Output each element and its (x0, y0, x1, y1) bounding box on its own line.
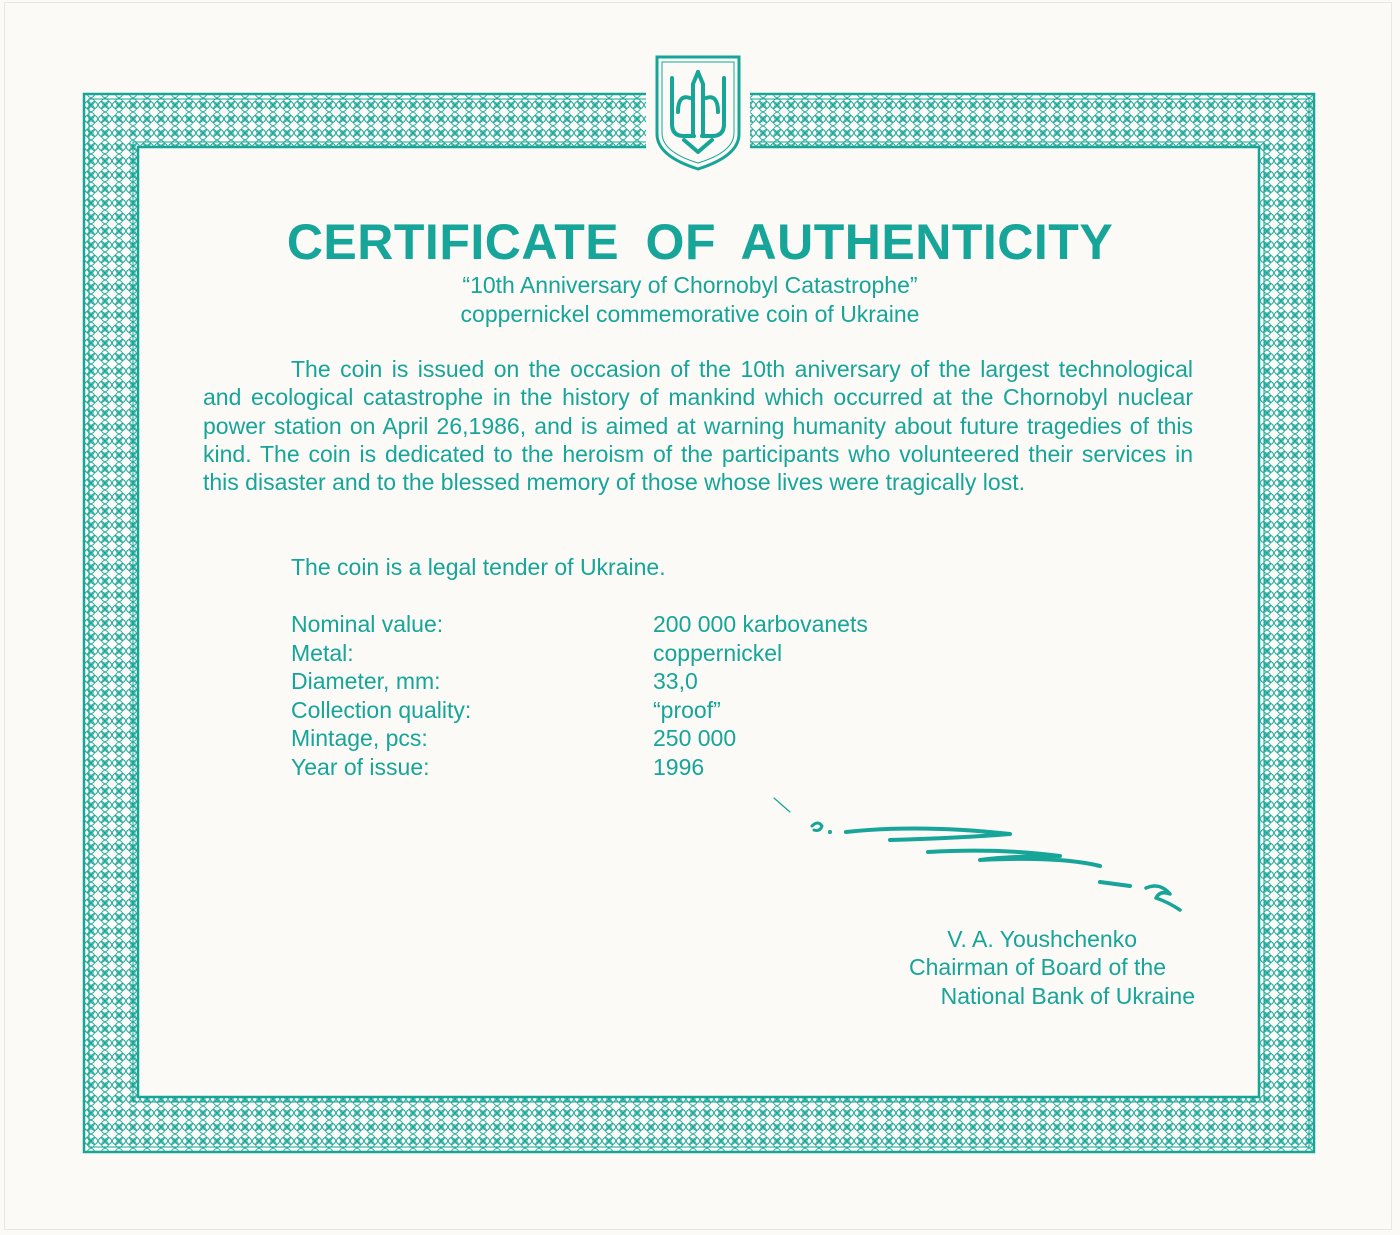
coin-specifications (291, 610, 991, 782)
legal-tender-statement: The coin is a legal tender of Ukraine. (291, 554, 666, 580)
spec-row-diameter (291, 667, 991, 696)
spec-value: 1996 (653, 753, 705, 780)
spec-row-metal (291, 639, 991, 668)
spec-label: Metal: (291, 639, 354, 666)
spec-label: Diameter, mm: (291, 668, 441, 695)
handwritten-signature (760, 790, 1200, 930)
spec-value: “proof” (653, 696, 721, 723)
spec-label: Year of issue: (291, 753, 430, 780)
signatory-title-line2: National Bank of Ukraine (940, 983, 1195, 1009)
signatory-title-line1: Chairman of Board of the (909, 954, 1166, 980)
description-paragraph: The coin is issued on the occasion of the 10th aniversary of the largest technological and ecological catastrophe in the history of mankind which occurred at the Chornobyl nuclear power station on April 26,1986, and is aimed at warning humanity about future tragedies of this kind. The coin is dedicated to the heroism of the participants who volunteered their services in this disaster and to the blessed memory of those whose lives were tragically lost. (203, 356, 1193, 496)
signatory-name: V. A. Youshchenko (947, 926, 1137, 952)
spec-row-nominal-value (291, 610, 991, 639)
subtitle-coin-type: coppernickel commemorative coin of Ukraine (460, 301, 920, 327)
spec-value: 33,0 (653, 668, 698, 695)
spec-row-collection-quality (291, 696, 991, 725)
certificate-title: CERTIFICATE OF AUTHENTICITY (286, 214, 1114, 270)
trident-coat-of-arms-icon (654, 54, 742, 172)
subtitle-coin-name: “10th Anniversary of Chornobyl Catastrophe” (462, 272, 918, 298)
spec-value: coppernickel (653, 639, 783, 666)
spec-label: Collection quality: (291, 696, 472, 723)
spec-row-mintage (291, 724, 991, 753)
spec-value: 200 000 karbovanets (653, 611, 868, 637)
spec-label: Mintage, pcs: (291, 725, 428, 752)
spec-row-year-of-issue (291, 753, 991, 782)
spec-label: Nominal value: (291, 611, 444, 637)
spec-value: 250 000 (653, 725, 737, 752)
